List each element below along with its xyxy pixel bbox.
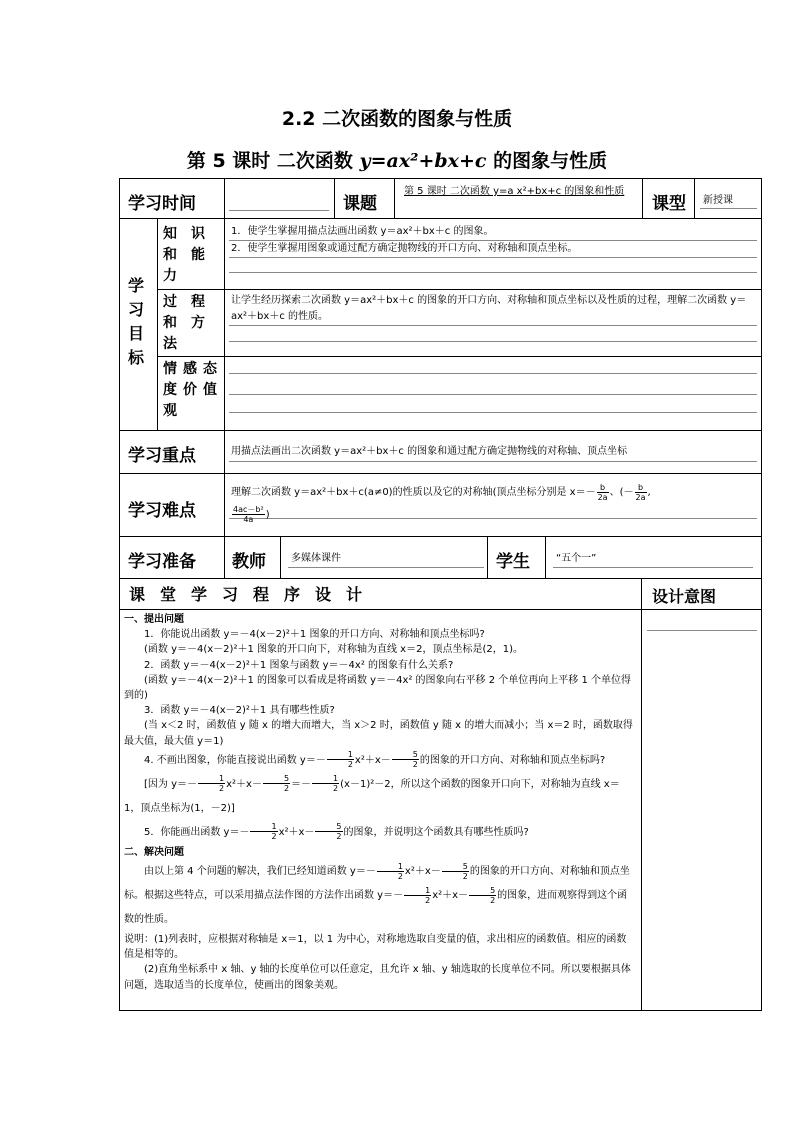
lesson-subtitle: 第 5 课时 二次函数 y=ax²+bx+c 的图象与性质 xyxy=(186,150,608,172)
student-value: “五个一” xyxy=(556,553,597,564)
answer-3: (当 x＜2 时，函数值 y 随 x 的增大而增大，当 x＞2 时，函数值 y 随 x 的增大而减小；当 x＝2 时，函数取得最大值，最大值 y＝1) xyxy=(124,720,633,747)
type-value: 新授课 xyxy=(703,195,733,206)
question-1: 1．你能说出函数 y＝－4(x－2)²＋1 图象的开口方向、对称轴和顶点坐标吗? xyxy=(144,629,485,641)
difficulties-label: 学习难点 xyxy=(128,501,196,521)
answer-1: (函数 y＝－4(x－2)²＋1 图象的开口向下，对称轴为直线 x＝2，顶点坐标是(2，1)。 xyxy=(144,644,523,656)
note-1: 说明：(1)列表时，应根据对称轴是 x＝1，以 1 为中心，对称地选取自变量的值，求出相应的函数值。相应的函数值是相等的。 xyxy=(124,934,627,961)
process-heading: 课堂学习程序设计 xyxy=(129,585,378,604)
knowledge-item-2: 2．使学生掌握用图象或通过配方确定抛物线的开口方向、对称轴和顶点坐标。 xyxy=(231,243,578,254)
difficulties-text-2: $\frac{\text{4ac－b²}}{4a}$ ) xyxy=(233,505,270,524)
question-2: 2．函数 y＝－4(x－2)²＋1 图象与函数 y＝－4x² 的图象有什么关系? xyxy=(144,659,454,671)
process-method-label: 过程和方法 xyxy=(163,294,219,352)
prep-label: 学习准备 xyxy=(128,552,196,572)
design-intent-label: 设计意图 xyxy=(652,587,717,606)
section-1-title: 一、提出问题 xyxy=(124,614,184,625)
topic-label: 课题 xyxy=(343,194,377,214)
answer-2: (函数 y＝－4(x－2)²＋1 的图象可以看成是将函数 y＝－4x² 的图象向右平移 2 个单位再向上平移 1 个单位得到的) xyxy=(124,674,631,702)
process-content xyxy=(124,612,636,993)
question-5: 5．你能画出函数 y＝－ $\frac{1}{2}$ x²＋x－ $\frac{5}{2}$ 的图象，并说明这个函数具有哪些性质吗? xyxy=(144,822,529,842)
type-label: 课型 xyxy=(652,194,686,214)
knowledge-item-1: 1．使学生掌握用描点法画出函数 y＝ax²＋bx＋c 的图象。 xyxy=(231,226,494,237)
section-2-title: 二、解决问题 xyxy=(124,846,184,858)
solve-paragraph: 由以上第 4 个问题的解决，我们已经知道函数 y＝－ $\frac{1}{2}$ x²＋x－ $\frac{5}{2}$ 的图象的开口方向、对称轴和顶点坐标。根据这些特点，可以采用描点法作图的方法作出函数 y＝－ $\frac{1}{2}$ x²＋x－ $\frac{5}{2}$ 的图象，进而观察得到这个函数的性质。 xyxy=(124,861,630,926)
knowledge-label: 知识和能力 xyxy=(163,226,219,284)
question-3: 3．函数 y＝－4(x－2)²＋1 具有哪些性质? xyxy=(144,705,335,717)
question-4: 4. 不画出图象，你能直接说出函数 y＝－ $\frac{1}{2}$ x²＋x－ $\frac{5}{2}$ 的图象的开口方向、对称轴和顶点坐标吗? xyxy=(144,750,606,770)
key-points-text: 用描点法画出二次函数 y＝ax²＋bx＋c 的图象和通过配方确定抛物线的对称轴、顶点坐标 xyxy=(231,446,628,457)
answer-4: [因为 y＝－ $\frac{1}{2}$ x²＋x－ $\frac{5}{2}$ ＝－ $\frac{1}{2}$ (x－1)²－2，所以这个函数的图象开口向下，对称轴为直线 x＝1，顶点坐标为(1，－2)] xyxy=(124,774,620,814)
process-method-text: 让学生经历探索二次函数 y＝ax²＋bx＋c 的图象的开口方向、对称轴和顶点坐标以及性质的过程，理解二次函数 y＝ax²＋bx＋c 的性质。 xyxy=(231,295,747,322)
teacher-label: 教师 xyxy=(232,552,266,572)
goals-label: 学习目标 xyxy=(128,276,145,367)
page-title: 2.2 二次函数的图象与性质 xyxy=(281,108,513,130)
emotion-label: 情感态度价值观 xyxy=(163,361,223,419)
student-label: 学生 xyxy=(496,552,530,572)
study-time-label: 学习时间 xyxy=(128,194,196,214)
note-2: (2)直角坐标系中 x 轴、y 轴的长度单位可以任意定，且允许 x 轴、y 轴选取的长度单位不同。所以要根据具体问题，选取适当的长度单位，使画出的图象美观。 xyxy=(124,964,631,991)
teacher-value: 多媒体课件 xyxy=(291,553,341,564)
key-points-label: 学习重点 xyxy=(128,446,196,466)
topic-value: 第 5 课时 二次函数 y=a x²+bx+c 的图象和性质 xyxy=(404,186,625,197)
difficulties-text: 理解二次函数 y＝ax²＋bx＋c(a≠0)的性质以及它的对称轴(顶点坐标分别是 x＝－ $\frac{b}{2a}$ 、(－ $\frac{b}{2a}$ , xyxy=(231,482,651,502)
